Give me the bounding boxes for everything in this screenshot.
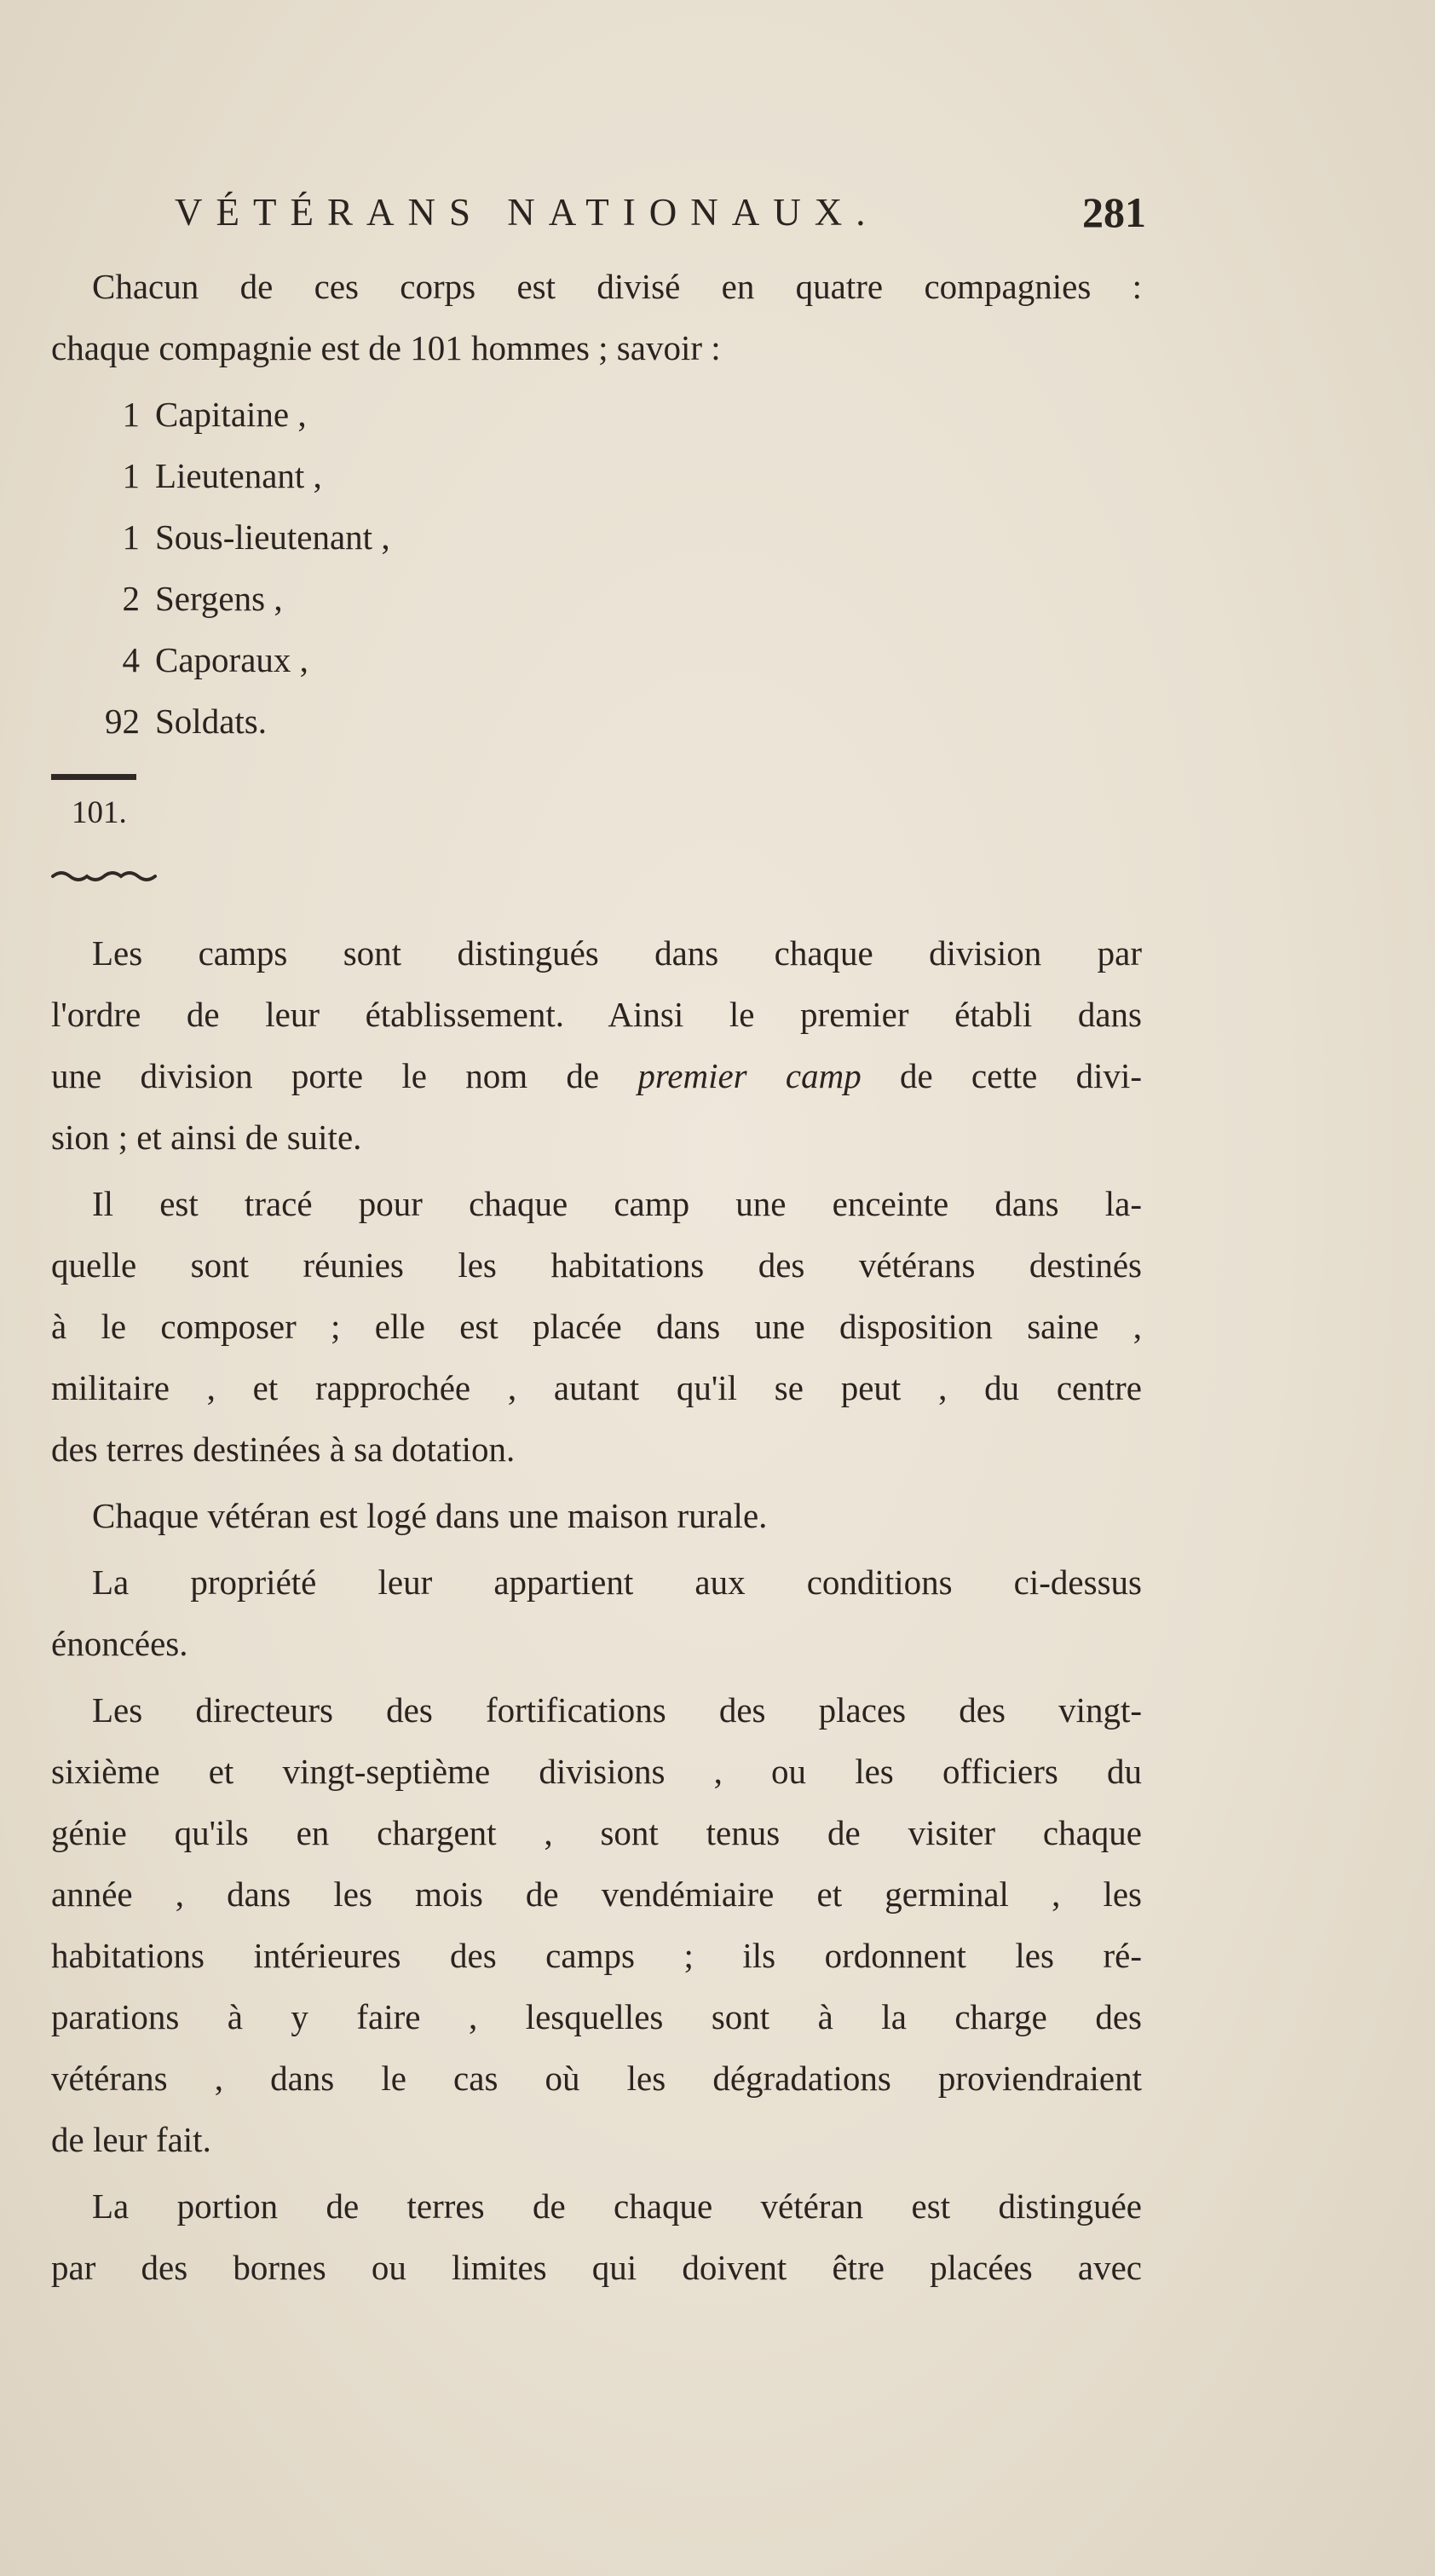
list-item-number: 92 [105,702,140,741]
text-line: des terres destinées à sa dotation. [51,1430,516,1469]
list-item-label: Soldats. [155,702,267,741]
text-line: Les camps sont distingués dans chaque division par [92,933,1142,973]
list-item-number: 1 [122,456,140,495]
list-item-label: Sergens , [155,579,283,618]
text-line: La propriété leur appartient aux conditions ci-dessus [92,1562,1142,1602]
text-line: La portion de terres de chaque vétéran est distinguée [92,2186,1142,2226]
list-item [51,445,1142,506]
list-item-number: 1 [122,395,140,434]
list-item-label: Sous-lieutenant , [155,517,390,557]
paragraph [51,1173,1142,1480]
list-item-number: 4 [122,640,140,679]
text-line-with-emphasis [51,1045,1142,1106]
list-item-number: 2 [122,579,140,618]
list-item [51,568,1142,629]
text-segment: de cette divi- [861,1056,1142,1095]
text-line: Les directeurs des fortifications des places des vingt- [92,1690,1142,1730]
list-item [51,629,1142,690]
text-line: année , dans les mois de vendémiaire et germinal , les [51,1874,1142,1914]
company-composition-list [51,384,1142,752]
running-head: VÉTÉRANS NATIONAUX. [175,191,879,234]
text-line: à le composer ; elle est placée dans une disposition saine , [51,1307,1142,1346]
main-text [51,922,1142,2303]
paragraph [51,1485,1142,1546]
page-number: 281 [1082,188,1146,236]
text-line: sixième et vingt-septième divisions , ou les officiers du [51,1752,1142,1791]
paragraph [51,2175,1142,2298]
text-line: Il est tracé pour chaque camp une enceinte dans la- [92,1184,1142,1223]
text-line: de leur fait. [51,2120,211,2159]
paragraph [51,1679,1142,2170]
page-header [175,182,1146,242]
intro-line-1: Chacun de ces corps est divisé en quatre compagnies : [92,267,1142,306]
text-line: habitations intérieures des camps ; ils ordonnent les ré- [51,1936,1142,1975]
list-item [51,384,1142,445]
text-line: quelle sont réunies les habitations des vétérans destinés [51,1245,1142,1285]
paragraph [51,1551,1142,1674]
text-line: l'ordre de leur établissement. Ainsi le premier établi dans [51,995,1142,1034]
list-item-number: 1 [122,517,140,557]
ornament-flourish [51,866,162,887]
text-line: énoncées. [51,1624,188,1663]
text-line: vétérans , dans le cas où les dégradations proviendraient [51,2059,1142,2098]
emphasized-term: premier camp [637,1056,862,1095]
text-line: Chaque vétéran est logé dans une maison rurale. [92,1496,768,1535]
text-line: sion ; et ainsi de suite. [51,1118,362,1157]
list-item [51,506,1142,568]
text-line: génie qu'ils en chargent , sont tenus de visiter chaque [51,1813,1142,1852]
text-line: par des bornes ou limites qui doivent être placées avec [51,2248,1142,2287]
intro-block [51,256,1142,752]
list-item-label: Caporaux , [155,640,308,679]
text-segment: une division porte le nom de [51,1056,638,1095]
text-line: parations à y faire , lesquelles sont à la charge des [51,1997,1142,2036]
intro-line-2: chaque compagnie est de 101 hommes ; savoir : [51,328,721,367]
list-item-label: Capitaine , [155,395,307,434]
sum-rule [51,774,136,780]
list-item [51,690,1142,752]
list-total: 101. [72,795,127,830]
paragraph [51,922,1142,1168]
list-item-label: Lieutenant , [155,456,322,495]
text-line: militaire , et rapprochée , autant qu'il se peut , du centre [51,1368,1142,1407]
